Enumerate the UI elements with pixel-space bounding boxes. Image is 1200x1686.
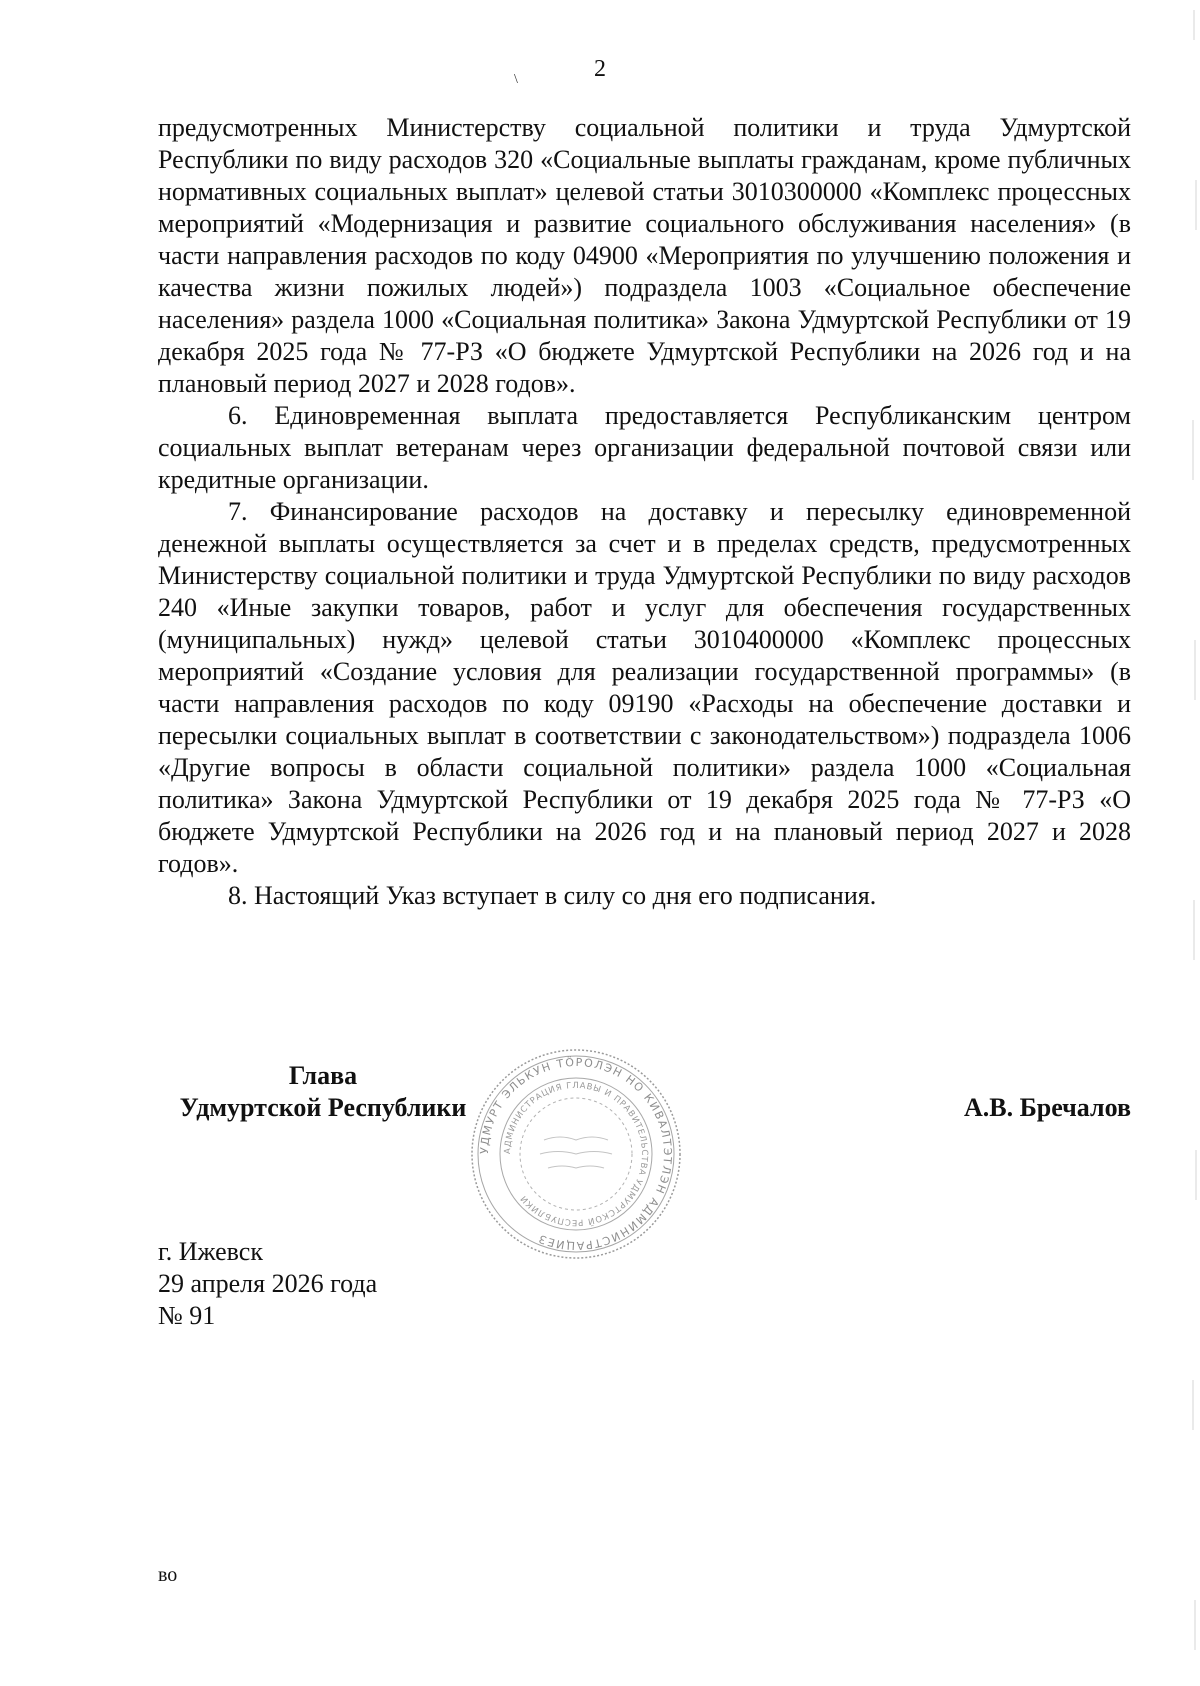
page-number: 2 [594,56,606,82]
document-date: 29 апреля 2026 года [158,1269,378,1298]
paragraph-continuation: предусмотренных Министерству социальной политики и труда Удмуртской Республики по виду расходов 320 «Социальные выплаты гражданам, кроме публичных нормативных социальных выплат» целевой статьи 3010300000 «Комплекс процессных мероприятий «Модернизация и развитие социального обслуживания населения» (в части направления расходов по коду 04900 «Мероприятия по улучшению положения и качества жизни пожилых людей») подраздела 1003 «Социальное обеспечение населения» раздела 1000 «Социальная политика» Закона Удмуртской Республики от 19 декабря 2025 года № 77-РЗ «О бюджете Удмуртской Республики на 2026 год и на плановый период 2027 и 2028 годов». [158,113,1131,398]
document-number: № 91 [158,1301,216,1330]
signatory-title [158,1060,488,1124]
decree-body [158,112,1131,912]
city: г. Ижевск [158,1237,263,1266]
seal-center-emblem [540,1137,612,1168]
executor-code: во [158,1564,178,1586]
signatory-name: А.В. Бречалов [963,1093,1131,1122]
scan-speck: \ [514,72,518,87]
official-seal [466,1044,686,1264]
signatory-title-line2: Удмуртской Республики [179,1093,467,1122]
seal-inner-text: АДМИНИСТРАЦИЯ ГЛАВЫ И ПРАВИТЕЛЬСТВА УДМУРТСКОЙ РЕСПУБЛИКИ [502,1080,650,1228]
scan-edge-marks [1176,0,1200,1686]
paragraph-6: 6. Единовременная выплата предоставляется Республиканским центром социальных выплат ветеранам через организации федеральной почтовой связи или кредитные организации. [158,401,1131,494]
signatory-title-line1: Глава [288,1061,358,1090]
seal-outer-text: УДМУРТ ЭЛЬКУН ТӦРОЛЭН НО КИВАЛТЭТЛЭН АДМИНИСТРАЦИЕЗ [477,1055,675,1253]
place-date-number [158,1236,377,1332]
paragraph-7: 7. Финансирование расходов на доставку и пересылку единовременной денежной выплаты осуществляется за счет и в пределах средств, предусмотренных Министерству социальной политики и труда Удмуртской Республики по виду расходов 240 «Иные закупки товаров, работ и услуг для обеспечения государственных (муниципальных) нужд» целевой статьи 3010400000 «Комплекс процессных мероприятий «Создание условия для реализации государственной программы» (в части направления расходов по коду 09190 «Расходы на обеспечение доставки и пересылки социальных выплат в соответствии с законодательством») подраздела 1006 «Другие вопросы в области социальной политики» раздела 1000 «Социальная политика» Закона Удмуртской Республики от 19 декабря 2025 года № 77-РЗ «О бюджете Удмуртской Республики на 2026 год и на плановый период 2027 и 2028 годов». [158,497,1131,878]
paragraph-8: 8. Настоящий Указ вступает в силу со дня его подписания. [228,881,877,910]
